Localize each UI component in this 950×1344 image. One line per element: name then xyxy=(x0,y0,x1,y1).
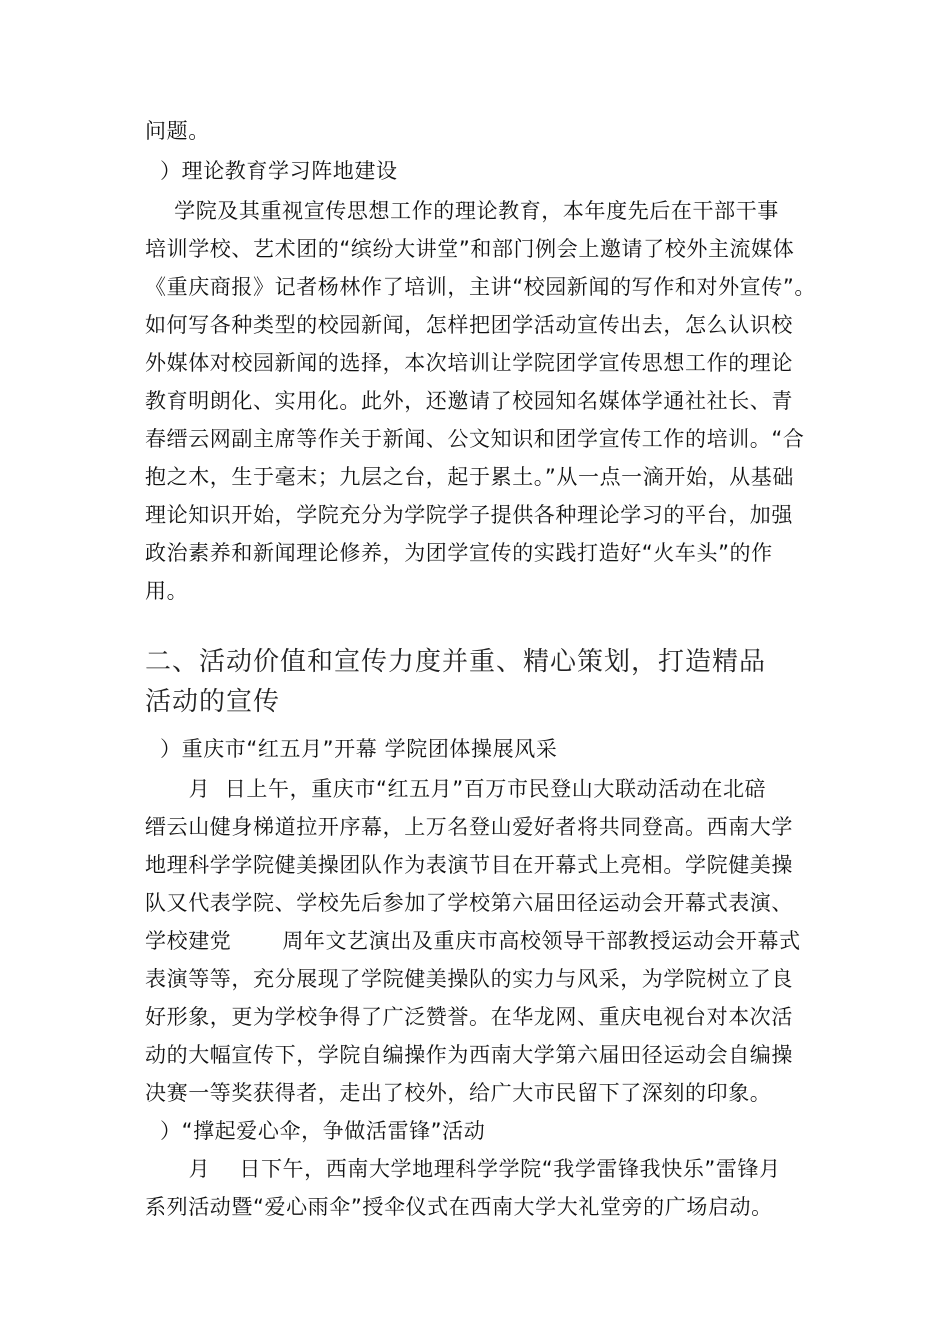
text-line: 缙云山健身梯道拉开序幕，上万名登山爱好者将共同登高。西南大学 xyxy=(145,815,793,839)
text-line: 决赛一等奖获得者，走出了校外，给广大市民留下了深刻的印象。 xyxy=(145,1081,772,1105)
text-line: 队又代表学院、学校先后参加了学校第六届田径运动会开幕式表演、 xyxy=(145,891,793,915)
section-heading-line: 活动的宣传 xyxy=(145,687,281,717)
text-line: 理论知识开始，学院充分为学院学子提供各种理论学习的平台，加强 xyxy=(145,503,793,527)
text-line: 月 日上午，重庆市“红五月”百万市民登山大联动活动在北碚 xyxy=(145,777,767,801)
subheading-red-may: ）重庆市“红五月”开幕 学院团体操展风采 xyxy=(160,737,558,761)
text-line: 春缙云网副主席等作关于新闻、公文知识和团学宣传工作的培训。“合 xyxy=(145,427,805,451)
text-line: 地理科学学院健美操团队作为表演节目在开幕式上亮相。学院健美操 xyxy=(145,853,793,877)
text-line: 动的大幅宣传下，学院自编操作为西南大学第六届田径运动会自编操 xyxy=(145,1043,793,1067)
text-line: 学校建党 周年文艺演出及重庆市高校领导干部教授运动会开幕式 xyxy=(145,929,801,953)
text-line: 外媒体对校园新闻的选择，本次培训让学院团学宣传思想工作的理论 xyxy=(145,351,793,375)
text-line: 系列活动暨“爱心雨伞”授伞仪式在西南大学大礼堂旁的广场启动。 xyxy=(145,1195,773,1219)
text-line: 学院及其重视宣传思想工作的理论教育，本年度先后在干部干事 xyxy=(145,199,779,223)
text-line: 培训学校、艺术团的“缤纷大讲堂”和部门例会上邀请了校外主流媒体 xyxy=(145,237,795,261)
subheading-theory-education: ）理论教育学习阵地建设 xyxy=(160,159,398,183)
text-line: 政治素养和新闻理论修养，为团学宣传的实践打造好“火车头”的作 xyxy=(145,541,773,565)
text-line: 问题。 xyxy=(145,119,210,143)
text-line: 教育明朗化、实用化。此外，还邀请了校园知名媒体学通社社长、青 xyxy=(145,389,793,413)
text-line: 好形象，更为学校争得了广泛赞誉。在华龙网、重庆电视台对本次活 xyxy=(145,1005,793,1029)
text-line: 抱之木，生于毫末；九层之台，起于累土。”从一点一滴开始，从基础 xyxy=(145,465,794,489)
text-line: 表演等等，充分展现了学院健美操队的实力与风采，为学院树立了良 xyxy=(145,967,793,991)
text-line: 月 日下午，西南大学地理科学学院“我学雷锋我快乐”雷锋月 xyxy=(145,1157,781,1181)
text-line: 用。 xyxy=(145,579,189,603)
text-line: 《重庆商报》记者杨林作了培训，主讲“校园新闻的写作和对外宣传”。 xyxy=(145,275,816,299)
text-line: 如何写各种类型的校园新闻，怎样把团学活动宣传出去，怎么认识校 xyxy=(145,313,793,337)
section-heading-line: 二、活动价值和宣传力度并重、精心策划，打造精品 xyxy=(145,647,767,677)
subheading-love-umbrella: ）“撑起爱心伞，争做活雷锋”活动 xyxy=(160,1119,486,1143)
